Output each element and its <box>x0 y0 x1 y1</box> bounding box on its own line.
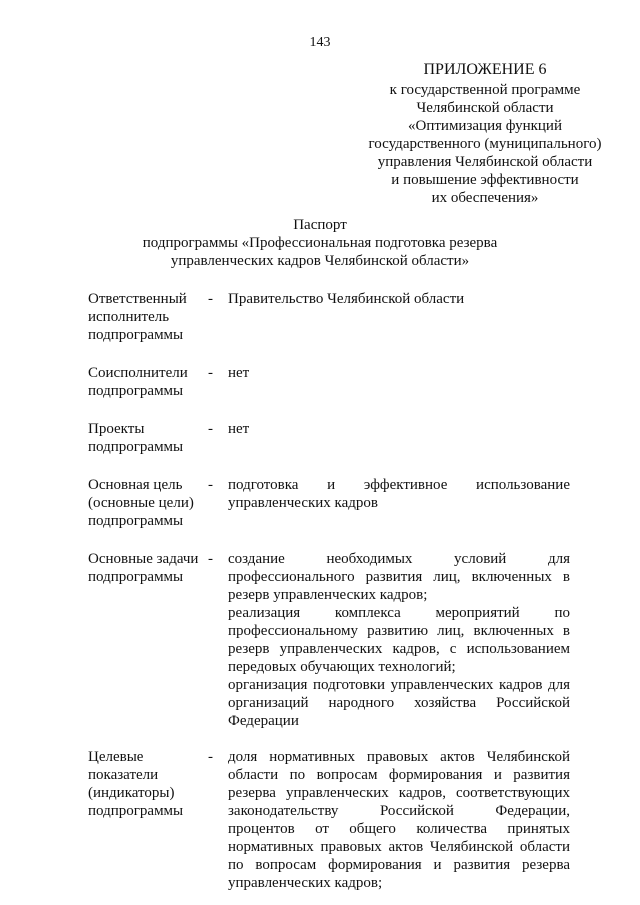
row-label-line: подпрограммы <box>88 327 184 343</box>
appendix-block <box>340 60 630 207</box>
row-content-line: подготовка и эффективное использование <box>228 477 570 493</box>
row-label <box>88 476 208 530</box>
passport-title: Паспорт <box>293 217 347 233</box>
passport-row <box>88 550 570 730</box>
row-content <box>228 420 570 438</box>
row-label-line: (индикаторы) <box>88 785 175 801</box>
appendix-line: и повышение эффективности <box>391 172 579 188</box>
appendix-line: управления Челябинской области <box>377 154 593 170</box>
row-label-line: Основная цель <box>88 477 183 493</box>
row-label-line: показатели <box>88 767 159 783</box>
passport-subtitle-line: управленческих кадров Челябинской области» <box>170 253 470 269</box>
row-label-line: Основные задачи <box>88 551 199 567</box>
row-content-line: организация подготовки управленческих кадров для <box>228 677 570 693</box>
row-content-line: нет <box>228 421 250 437</box>
passport-heading <box>0 216 640 270</box>
passport-row <box>88 748 570 892</box>
row-label-line: (основные цели) <box>88 495 194 511</box>
row-dash: - <box>208 551 213 567</box>
row-label <box>88 748 208 820</box>
row-label-line: подпрограммы <box>88 513 184 529</box>
row-label <box>88 420 208 456</box>
row-content-line: управленческих кадров <box>228 495 378 511</box>
row-content-line: резерва управленческих кадров, соответствующих <box>228 785 570 801</box>
appendix-line: их обеспечения» <box>431 190 539 206</box>
row-content-line: профессионального развития лиц, включенных в <box>228 569 570 585</box>
appendix-line: к государственной программе <box>389 82 581 98</box>
row-content-line: Правительство Челябинской области <box>228 291 465 307</box>
row-content-line: области по вопросам формирования и развития <box>228 767 570 783</box>
appendix-title: ПРИЛОЖЕНИЕ 6 <box>423 61 547 78</box>
row-label <box>88 290 208 344</box>
row-dash: - <box>208 477 213 493</box>
row-label <box>88 550 208 586</box>
row-label-line: Ответственный <box>88 291 187 307</box>
row-content-line: резерв управленческих кадров; <box>228 587 428 603</box>
row-content <box>228 364 570 382</box>
row-content-line: создание необходимых условий для <box>228 551 570 567</box>
row-content-line: управленческих кадров; <box>228 875 383 891</box>
row-content-line: профессиональному развитию лиц, включенных в <box>228 623 570 639</box>
row-dash: - <box>208 749 213 765</box>
passport-row <box>88 290 570 344</box>
row-content-line: законодательству Российской Федерации, <box>228 803 570 819</box>
row-content <box>228 476 570 512</box>
row-dash: - <box>208 291 213 307</box>
row-label-line: Соисполнители <box>88 365 188 381</box>
row-content-line: передовых обучающих технологий; <box>228 659 456 675</box>
row-label-line: Проекты <box>88 421 145 437</box>
row-label <box>88 364 208 400</box>
row-label-line: Целевые <box>88 749 144 765</box>
row-content-line: процентов от общего количества принятых <box>228 821 570 837</box>
row-content <box>228 748 570 892</box>
row-content-line: нормативных правовых актов Челябинской области <box>228 839 570 855</box>
appendix-line: «Оптимизация функций <box>408 118 562 134</box>
row-label-line: подпрограммы <box>88 383 184 399</box>
row-label-line: подпрограммы <box>88 439 184 455</box>
row-dash: - <box>208 365 213 381</box>
row-content-line: Федерации <box>228 713 299 729</box>
passport-row <box>88 364 570 400</box>
page-number: 143 <box>309 35 331 50</box>
row-dash: - <box>208 421 213 437</box>
passport-table <box>88 290 570 892</box>
appendix-line: государственного (муниципального) <box>368 136 602 152</box>
passport-row <box>88 420 570 456</box>
row-content-line: реализация комплекса мероприятий по <box>228 605 570 621</box>
passport-subtitle-line: подпрограммы «Профессиональная подготовка резерва <box>142 235 498 251</box>
row-label-line: подпрограммы <box>88 569 184 585</box>
passport-row <box>88 476 570 530</box>
appendix-line: Челябинской области <box>416 100 554 116</box>
row-content-line: нет <box>228 365 250 381</box>
row-content-line: организаций народного хозяйства Российской <box>228 695 570 711</box>
row-content-line: резерв управленческих кадров, с использованием <box>228 641 570 657</box>
row-content-line: доля нормативных правовых актов Челябинской <box>228 749 570 765</box>
row-content <box>228 290 570 308</box>
row-label-line: исполнитель <box>88 309 170 325</box>
row-content-line: по вопросам формирования и развития резерва <box>228 857 570 873</box>
row-content <box>228 550 570 730</box>
row-label-line: подпрограммы <box>88 803 184 819</box>
